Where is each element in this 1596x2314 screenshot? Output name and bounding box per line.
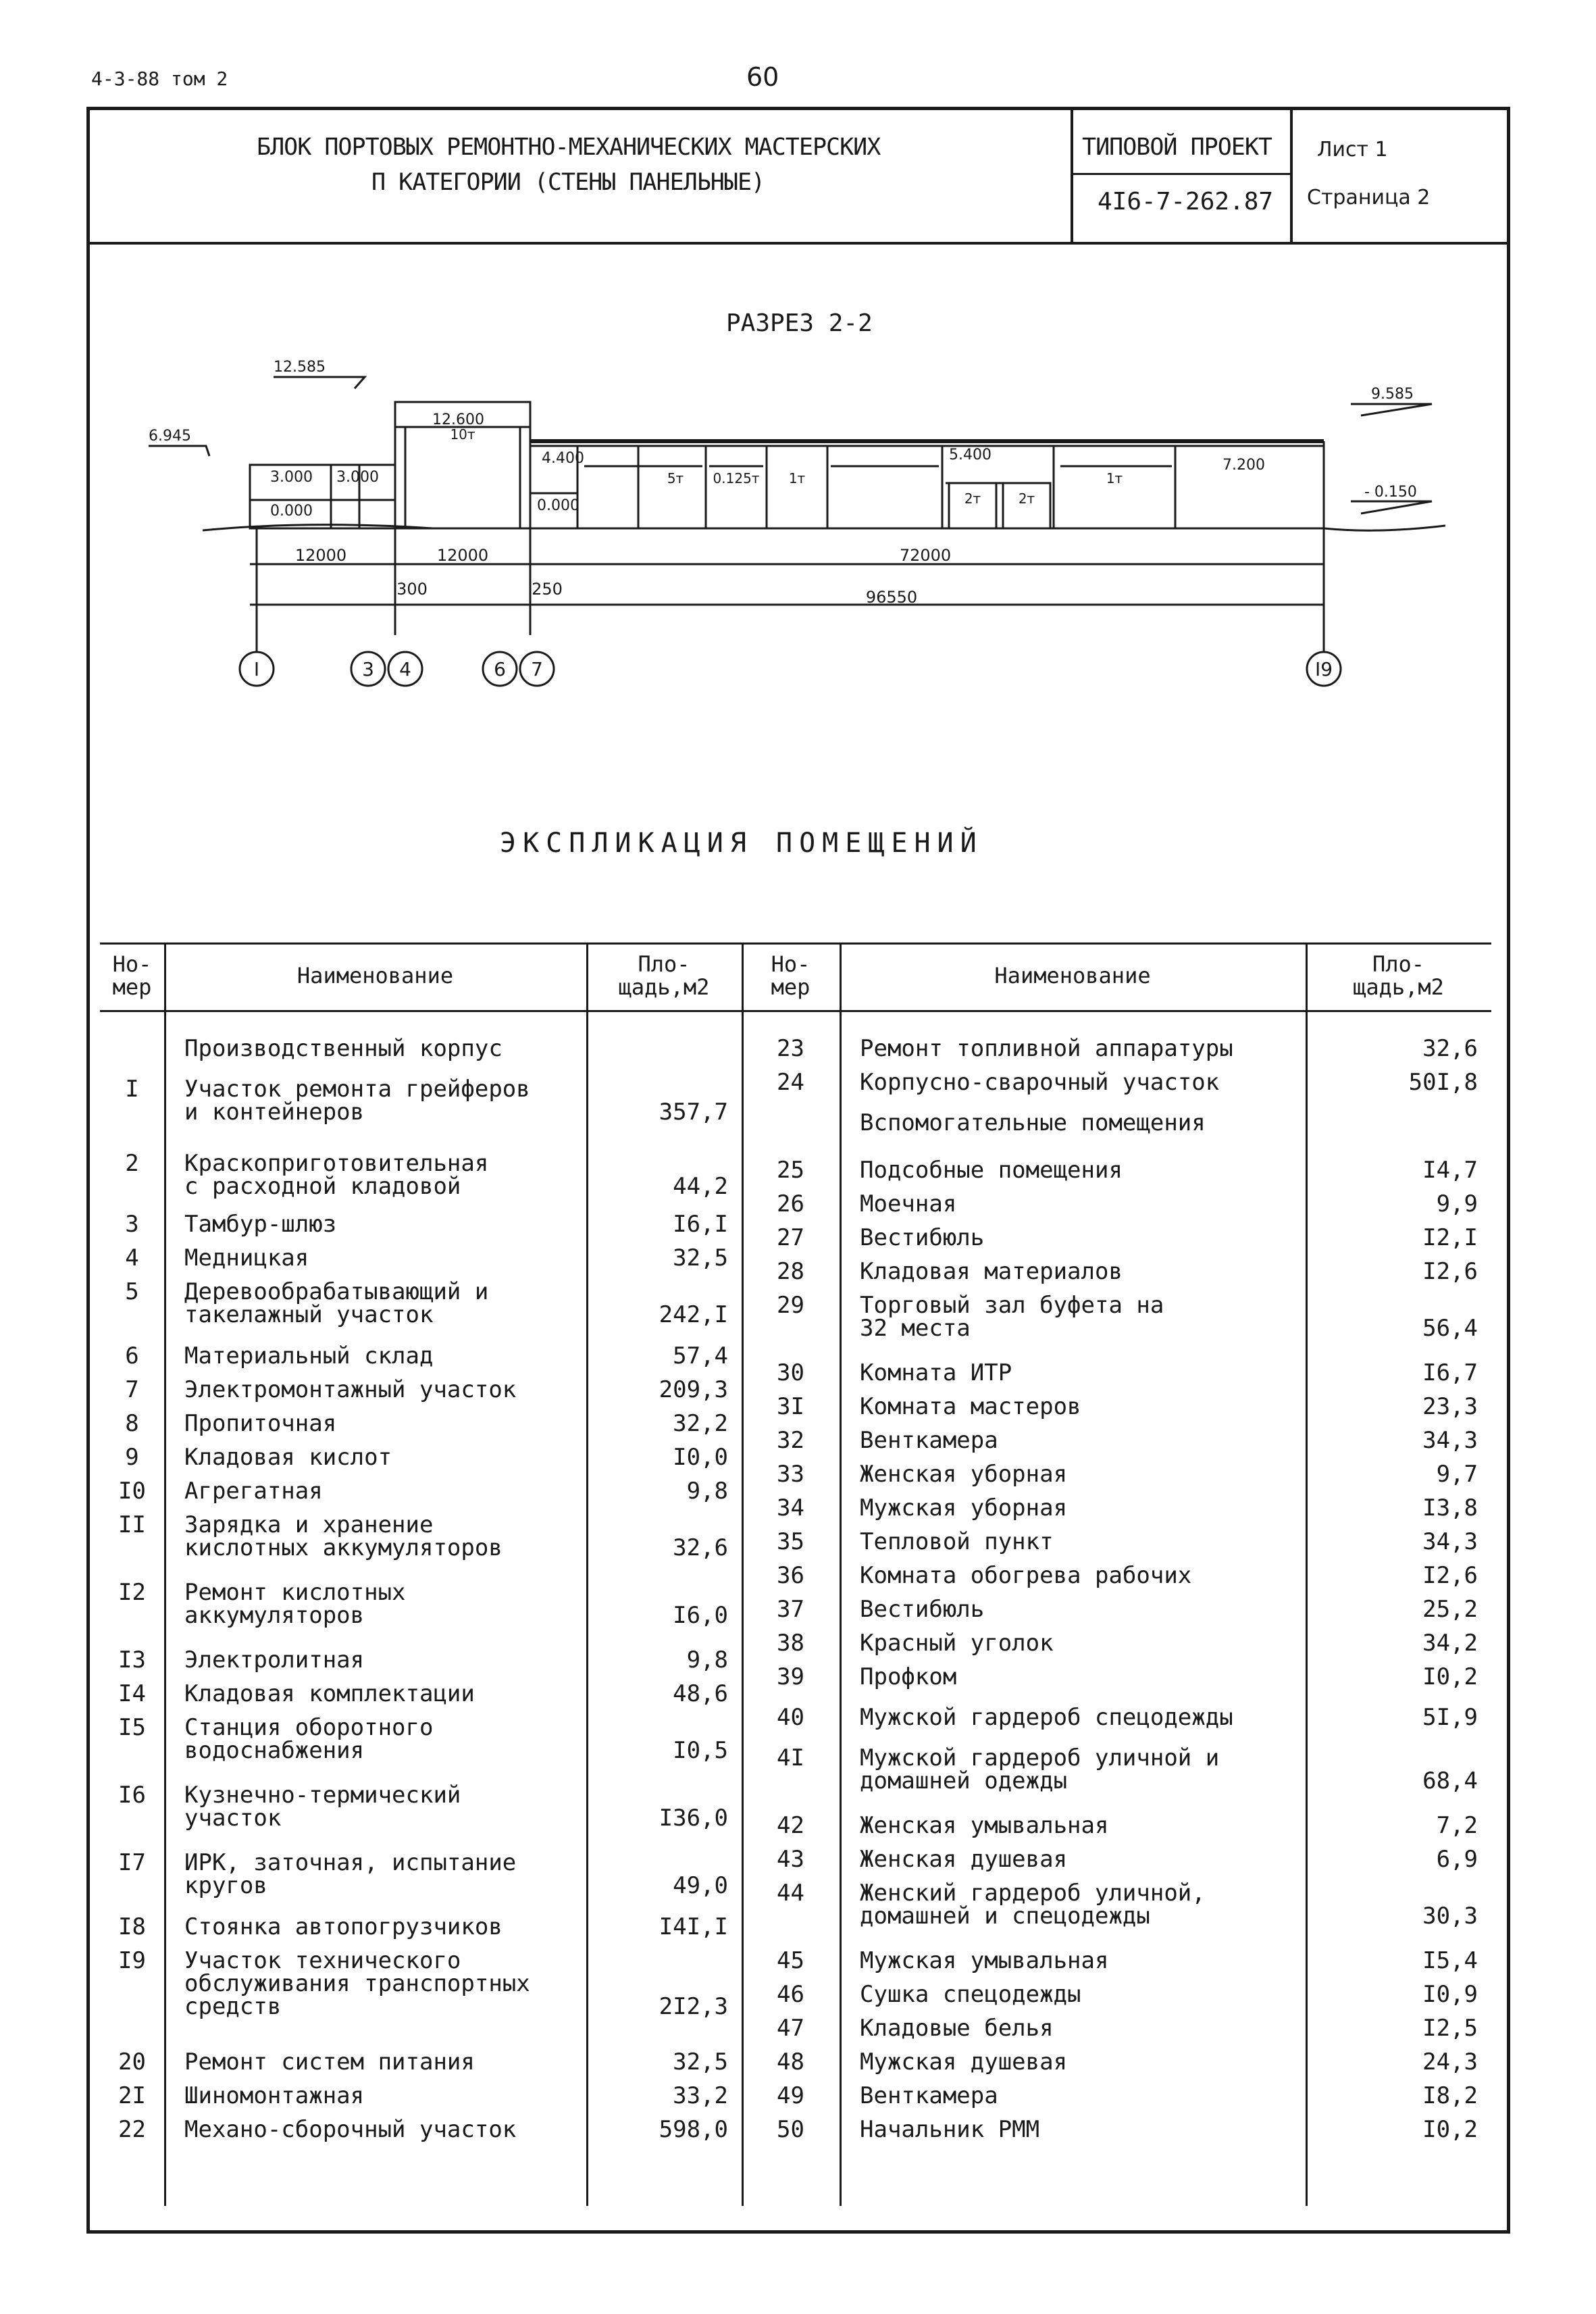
room-number: 37 — [777, 1596, 804, 1623]
mark-right: 9.585 — [1371, 386, 1414, 403]
room-number: I5 — [118, 1714, 146, 1741]
dim-total: 96550 — [865, 588, 918, 607]
th-name-left: Наименование — [297, 963, 454, 988]
room-area: 32,5 — [673, 1244, 728, 1272]
room-area: I3,8 — [1422, 1494, 1478, 1521]
room-name: Сушка спецодежды — [860, 1981, 1081, 2008]
document-title-line2: П КАТЕГОРИИ (СТЕНЫ ПАНЕЛЬНЫЕ) — [371, 169, 765, 196]
table-row — [100, 1463, 1491, 1486]
document-title-line1: БЛОК ПОРТОВЫХ РЕМОНТНО-МЕХАНИЧЕСКИХ МАСТЕРСКИХ — [257, 134, 881, 161]
room-name: Мужской гардероб спецодежды — [860, 1704, 1233, 1731]
room-area: 6,9 — [1436, 1846, 1478, 1873]
document-reference: 4-3-88 том 2 — [91, 68, 228, 90]
room-name: Зарядка и хранение кислотных аккумуляторов — [184, 1511, 503, 1561]
room-area: 30,3 — [1422, 1903, 1478, 1930]
room-area: I2,I — [1422, 1224, 1478, 1251]
room-number: 34 — [777, 1494, 804, 1521]
room-area: 44,2 — [673, 1173, 728, 1200]
th-name-right: Наименование — [994, 963, 1151, 988]
section-drawing — [108, 351, 1486, 716]
sheet-label: Лист 1 — [1317, 138, 1388, 161]
dim-offset-1: 300 — [396, 580, 428, 599]
room-area: I0,2 — [1422, 2116, 1478, 2143]
room-area: 34,3 — [1422, 1528, 1478, 1555]
room-area: I2,6 — [1422, 1562, 1478, 1589]
room-name: Кладовые белья — [860, 2015, 1054, 2042]
table-row — [100, 1111, 1491, 1134]
room-area: I4I,I — [659, 1913, 728, 1940]
table-row — [100, 1361, 1491, 1384]
mark-4400: 4.400 — [542, 450, 584, 467]
room-name: Мужской гардероб уличной и домашней одежды — [860, 1744, 1220, 1794]
room-number: 29 — [777, 1292, 804, 1319]
room-name: Ремонт систем питания — [184, 2048, 475, 2076]
room-name: Медницкая — [184, 1244, 309, 1272]
room-name: ИРК, заточная, испытание кругов — [184, 1849, 517, 1899]
room-number: 23 — [777, 1035, 804, 1062]
table-row — [100, 1530, 1491, 1553]
room-area: 32,6 — [1422, 1035, 1478, 1062]
room-area: 9,9 — [1436, 1190, 1478, 1217]
room-number: 25 — [777, 1157, 804, 1184]
table-row — [100, 2118, 1491, 2141]
table-row — [100, 1429, 1491, 1452]
room-name: Комната обогрева рабочих — [860, 1562, 1192, 1589]
level-mark-left — [149, 446, 209, 456]
room-name: Шиномонтажная — [184, 2082, 365, 2109]
room-name: Тепловой пункт — [860, 1528, 1054, 1555]
room-name: Вестибюль — [860, 1596, 985, 1623]
mark-3000a: 3.000 — [270, 469, 313, 486]
explication-title: ЭКСПЛИКАЦИЯ ПОМЕЩЕНИЙ — [500, 828, 983, 859]
mark-ridge: 12.585 — [274, 359, 326, 376]
room-name: Женская душевая — [860, 1846, 1068, 1873]
room-name: Женская умывальная — [860, 1812, 1109, 1839]
table-row — [100, 1882, 1491, 1928]
room-area: 24,3 — [1422, 2048, 1478, 2076]
room-area: 23,3 — [1422, 1393, 1478, 1420]
room-name: Корпусно-сварочный участок — [860, 1069, 1220, 1096]
room-name: Моечная — [860, 1190, 957, 1217]
room-name: Участок ремонта грейферов и контейнеров — [184, 1076, 530, 1126]
room-name: Деревообрабатывающий и такелажный участок — [184, 1278, 489, 1328]
room-area: 32,6 — [673, 1534, 728, 1561]
room-number: 38 — [777, 1630, 804, 1657]
axis-label-19: I9 — [1314, 658, 1333, 680]
room-number: 39 — [777, 1663, 804, 1690]
room-area: 34,2 — [1422, 1630, 1478, 1657]
room-area: I0,9 — [1422, 1981, 1478, 2008]
table-row — [100, 1746, 1491, 1792]
table-row — [100, 1848, 1491, 1871]
level-mark-ground — [1351, 501, 1432, 513]
room-name: Женский гардероб уличной, домашней и спецодежды — [860, 1880, 1206, 1930]
room-area: 32,5 — [673, 2048, 728, 2076]
room-name: Венткамера — [860, 1427, 998, 1454]
room-name: Кладовая комплектации — [184, 1680, 475, 1707]
header-divider-v2 — [1290, 107, 1293, 243]
table-row — [100, 1496, 1491, 1519]
room-number: 8 — [125, 1410, 139, 1437]
table-row — [100, 1226, 1491, 1249]
mark-3000b: 3.000 — [336, 469, 379, 486]
th-area-left: Пло- щадь,м2 — [618, 951, 710, 1000]
table-row — [100, 1159, 1491, 1182]
room-number: 30 — [777, 1359, 804, 1386]
room-area: 242,I — [659, 1301, 728, 1328]
room-area: 9,8 — [686, 1646, 728, 1674]
section-title: РАЗРЕЗ 2-2 — [726, 309, 873, 337]
table-row — [100, 1814, 1491, 1837]
room-area: I5,4 — [1422, 1947, 1478, 1974]
room-name: Станция оборотного водоснабжения — [184, 1714, 434, 1764]
room-area: I0,5 — [673, 1737, 728, 1764]
room-area: I6,I — [673, 1211, 728, 1238]
room-name: Мужская уборная — [860, 1494, 1068, 1521]
room-number: I8 — [118, 1913, 146, 1940]
mark-0000a: 0.000 — [270, 503, 313, 520]
room-number: 42 — [777, 1812, 804, 1839]
room-number: I4 — [118, 1680, 146, 1707]
room-number: 5 — [125, 1278, 139, 1305]
room-number: 44 — [777, 1880, 804, 1907]
room-area: 68,4 — [1422, 1767, 1478, 1794]
room-number: 22 — [118, 2116, 146, 2143]
room-name: Агрегатная — [184, 1478, 323, 1505]
room-name: Мужская умывальная — [860, 1947, 1109, 1974]
room-name: Кладовая кислот — [184, 1444, 392, 1471]
room-name: Кузнечно-термический участок — [184, 1782, 461, 1832]
room-number: 32 — [777, 1427, 804, 1454]
header-divider-h2 — [1071, 173, 1290, 175]
crane-10t: 10т — [450, 426, 475, 443]
crane-0125t: 0.125т — [713, 470, 760, 486]
room-area: I6,7 — [1422, 1359, 1478, 1386]
room-number: I2 — [118, 1579, 146, 1606]
mark-left: 6.945 — [149, 428, 191, 445]
room-area: 2I2,3 — [659, 1993, 728, 2020]
crane-5t: 5т — [667, 470, 684, 486]
th-num-left: Но- мер — [112, 951, 152, 1000]
room-name: Начальник РММ — [860, 2116, 1040, 2143]
room-number: 43 — [777, 1846, 804, 1873]
table-row — [100, 2048, 1491, 2076]
room-number: I6 — [118, 1782, 146, 1809]
table-row — [100, 1949, 1491, 1972]
room-name: Материальный склад — [184, 1342, 434, 1369]
room-name: Тамбур-шлюз — [184, 1211, 337, 1238]
room-name: Женская уборная — [860, 1461, 1068, 1488]
room-area: 32,2 — [673, 1410, 728, 1437]
room-number: 2I — [118, 2082, 146, 2109]
room-area: 34,3 — [1422, 1427, 1478, 1454]
room-name: Красный уголок — [860, 1630, 1054, 1657]
room-name: Торговый зал буфета на 32 места — [860, 1292, 1164, 1342]
room-name: Производственный корпус — [184, 1035, 503, 1062]
room-name: Ремонт кислотных аккумуляторов — [184, 1579, 406, 1629]
table-row — [100, 2084, 1491, 2107]
project-label: ТИПОВОЙ ПРОЕКТ — [1082, 134, 1272, 161]
level-mark-ridge — [274, 377, 365, 388]
room-area: 209,3 — [659, 1376, 728, 1403]
axis-label-i: I — [253, 658, 260, 680]
table-row — [100, 2017, 1491, 2040]
room-name: Подсобные помещения — [860, 1157, 1123, 1184]
table-top-rule — [100, 942, 1491, 945]
project-code: 4I6-7-262.87 — [1098, 188, 1274, 216]
room-number: I3 — [118, 1646, 146, 1674]
room-number: 27 — [777, 1224, 804, 1251]
room-area: I2,5 — [1422, 2015, 1478, 2042]
axis-label-7: 7 — [531, 658, 543, 680]
room-area: 25,2 — [1422, 1596, 1478, 1623]
room-number: I0 — [118, 1478, 146, 1505]
room-area: 57,4 — [673, 1342, 728, 1369]
room-number: 33 — [777, 1461, 804, 1488]
room-number: 4I — [777, 1744, 804, 1771]
axis-label-4: 4 — [399, 658, 411, 680]
room-name: Комната ИТР — [860, 1359, 1012, 1386]
table-row — [100, 1665, 1491, 1688]
table-header-rule — [100, 1010, 1491, 1012]
room-area: 598,0 — [659, 2116, 728, 2143]
room-number: 9 — [125, 1444, 139, 1471]
room-name: Вестибюль — [860, 1224, 985, 1251]
room-name: Профком — [860, 1663, 957, 1690]
room-name: Венткамера — [860, 2082, 998, 2109]
page-number: 60 — [746, 62, 779, 92]
room-name: Вспомогательные помещения — [860, 1109, 1206, 1136]
table-row — [100, 1037, 1491, 1060]
room-number: 35 — [777, 1528, 804, 1555]
room-number: 6 — [125, 1342, 139, 1369]
crane-1t-a: 1т — [788, 470, 806, 486]
room-name: Механо-сборочный участок — [184, 2116, 517, 2143]
table-row — [100, 1395, 1491, 1418]
room-name: Краскоприготовительная с расходной кладовой — [184, 1150, 489, 1200]
room-number: 3 — [125, 1211, 139, 1238]
room-number: I7 — [118, 1849, 146, 1876]
th-area-right: Пло- щадь,м2 — [1353, 951, 1444, 1000]
room-name: Электролитная — [184, 1646, 365, 1674]
table-row — [100, 1598, 1491, 1621]
room-number: 48 — [777, 2048, 804, 2076]
dim-span-1: 12000 — [294, 546, 347, 565]
room-area: I0,2 — [1422, 1663, 1478, 1690]
room-area: 357,7 — [659, 1099, 728, 1126]
table-row — [100, 1294, 1491, 1340]
room-area: I2,6 — [1422, 1258, 1478, 1285]
crane-2t-a: 2т — [964, 491, 981, 507]
room-number: 46 — [777, 1981, 804, 2008]
room-number: I9 — [118, 1947, 146, 1974]
page-label: Страница 2 — [1307, 186, 1431, 209]
level-mark-right — [1351, 404, 1432, 416]
th-num-right: Но- мер — [771, 951, 810, 1000]
room-area: 9,7 — [1436, 1461, 1478, 1488]
room-area: 50I,8 — [1408, 1069, 1478, 1096]
crane-1t-b: 1т — [1106, 470, 1123, 486]
room-area: 49,0 — [673, 1872, 728, 1899]
table-row — [100, 1706, 1491, 1729]
table-row — [100, 1071, 1491, 1094]
axis-label-6: 6 — [494, 658, 506, 680]
room-number: 40 — [777, 1704, 804, 1731]
room-number: 36 — [777, 1562, 804, 1589]
room-number: I — [125, 1076, 139, 1103]
room-name: Пропиточная — [184, 1410, 337, 1437]
room-number: 49 — [777, 2082, 804, 2109]
room-number: 47 — [777, 2015, 804, 2042]
table-row — [100, 1564, 1491, 1587]
room-area: I4,7 — [1422, 1157, 1478, 1184]
room-area: I36,0 — [659, 1805, 728, 1832]
room-number: 7 — [125, 1376, 139, 1403]
room-name: Участок технического обслуживания транспортных средств — [184, 1947, 530, 2020]
header-divider-v1 — [1071, 107, 1073, 243]
room-name: Кладовая материалов — [860, 1258, 1123, 1285]
room-number: 24 — [777, 1069, 804, 1096]
room-number: 26 — [777, 1190, 804, 1217]
dim-offset-2: 250 — [532, 580, 563, 599]
header-divider — [86, 242, 1510, 245]
table-row — [100, 1260, 1491, 1283]
room-number: II — [118, 1511, 146, 1538]
room-area: 56,4 — [1422, 1315, 1478, 1342]
room-name: Электромонтажный участок — [184, 1376, 517, 1403]
axis-label-3: 3 — [362, 658, 374, 680]
mark-ground: - 0.150 — [1364, 484, 1417, 501]
table-row — [100, 1192, 1491, 1215]
room-area: 33,2 — [673, 2082, 728, 2109]
room-number: 28 — [777, 1258, 804, 1285]
room-area: 7,2 — [1436, 1812, 1478, 1839]
dim-span-3: 72000 — [899, 546, 952, 565]
table-row — [100, 1632, 1491, 1655]
mark-5400: 5.400 — [949, 447, 992, 463]
mark-7200: 7.200 — [1222, 457, 1265, 474]
table-row — [100, 1983, 1491, 2006]
room-name: Мужская душевая — [860, 2048, 1068, 2076]
crane-2t-b: 2т — [1018, 491, 1035, 507]
dim-span-2: 12000 — [436, 546, 489, 565]
room-area: I6,0 — [673, 1602, 728, 1629]
room-area: I8,2 — [1422, 2082, 1478, 2109]
room-area: 9,8 — [686, 1478, 728, 1505]
room-name: Ремонт топливной аппаратуры — [860, 1035, 1233, 1062]
room-number: 2 — [125, 1150, 139, 1177]
room-number: 3I — [777, 1393, 804, 1420]
room-number: 50 — [777, 2116, 804, 2143]
mark-0000b: 0.000 — [537, 497, 580, 514]
mark-crane: 12.600 — [432, 411, 484, 428]
explication-table — [100, 942, 1491, 2206]
room-number: 4 — [125, 1244, 139, 1272]
room-area: 48,6 — [673, 1680, 728, 1707]
room-name: Стоянка автопогрузчиков — [184, 1913, 503, 1940]
room-area: I0,0 — [673, 1444, 728, 1471]
room-area: 5I,9 — [1422, 1704, 1478, 1731]
room-number: 45 — [777, 1947, 804, 1974]
room-number: 20 — [118, 2048, 146, 2076]
room-name: Комната мастеров — [860, 1393, 1081, 1420]
